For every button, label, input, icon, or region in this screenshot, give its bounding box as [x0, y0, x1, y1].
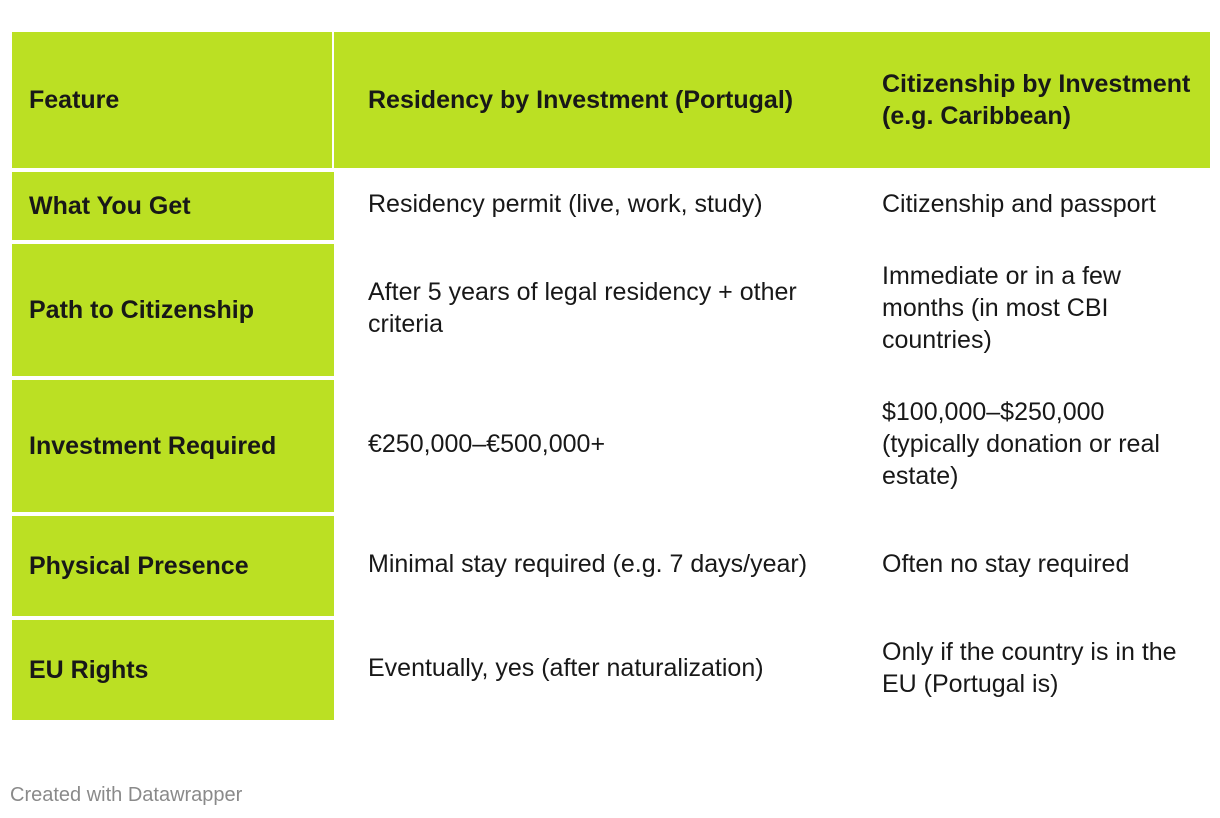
- row-citizenship-value: Immediate or in a few months (in most CBI countries): [882, 262, 1121, 354]
- row-citizenship-eu-rights: [870, 616, 1210, 720]
- header-feature-label: Feature: [29, 86, 120, 114]
- row-feature-label: What You Get: [29, 192, 191, 220]
- header-citizenship-label: Citizenship by Investment (e.g. Caribbean): [882, 70, 1191, 130]
- header-residency: [334, 32, 870, 168]
- row-citizenship-what-you-get: [870, 168, 1210, 240]
- row-feature-path-to-citizenship: [12, 240, 334, 376]
- row-residency-what-you-get: [334, 168, 870, 240]
- row-feature-label: Physical Presence: [29, 552, 249, 580]
- row-citizenship-value: $100,000–$250,000 (typically donation or real estate): [882, 398, 1160, 490]
- row-feature-physical-presence: [12, 512, 334, 616]
- row-feature-what-you-get: [12, 168, 334, 240]
- comparison-table: [12, 32, 1210, 720]
- row-citizenship-value: Only if the country is in the EU (Portugal is): [882, 638, 1177, 698]
- row-citizenship-investment-required: [870, 376, 1210, 512]
- header-feature: [12, 32, 334, 168]
- row-feature-label: EU Rights: [29, 656, 149, 684]
- row-citizenship-physical-presence: [870, 512, 1210, 616]
- row-residency-value: Eventually, yes (after naturalization): [368, 654, 764, 682]
- row-feature-label: Investment Required: [29, 432, 277, 460]
- row-residency-path-to-citizenship: [334, 240, 870, 376]
- header-residency-label: Residency by Investment (Portugal): [368, 86, 794, 114]
- row-citizenship-value: Often no stay required: [882, 550, 1130, 578]
- row-residency-value: Minimal stay required (e.g. 7 days/year): [368, 550, 808, 578]
- row-residency-value: Residency permit (live, work, study): [368, 190, 763, 218]
- row-citizenship-value: Citizenship and passport: [882, 190, 1156, 218]
- row-residency-investment-required: [334, 376, 870, 512]
- header-citizenship: [870, 32, 1210, 168]
- row-citizenship-path-to-citizenship: [870, 240, 1210, 376]
- row-residency-value: After 5 years of legal residency + other criteria: [368, 278, 797, 338]
- row-feature-eu-rights: [12, 616, 334, 720]
- row-feature-investment-required: [12, 376, 334, 512]
- datawrapper-credit: Created with Datawrapper: [10, 784, 243, 806]
- row-residency-physical-presence: [334, 512, 870, 616]
- row-residency-eu-rights: [334, 616, 870, 720]
- row-residency-value: €250,000–€500,000+: [368, 430, 606, 458]
- row-feature-label: Path to Citizenship: [29, 296, 254, 324]
